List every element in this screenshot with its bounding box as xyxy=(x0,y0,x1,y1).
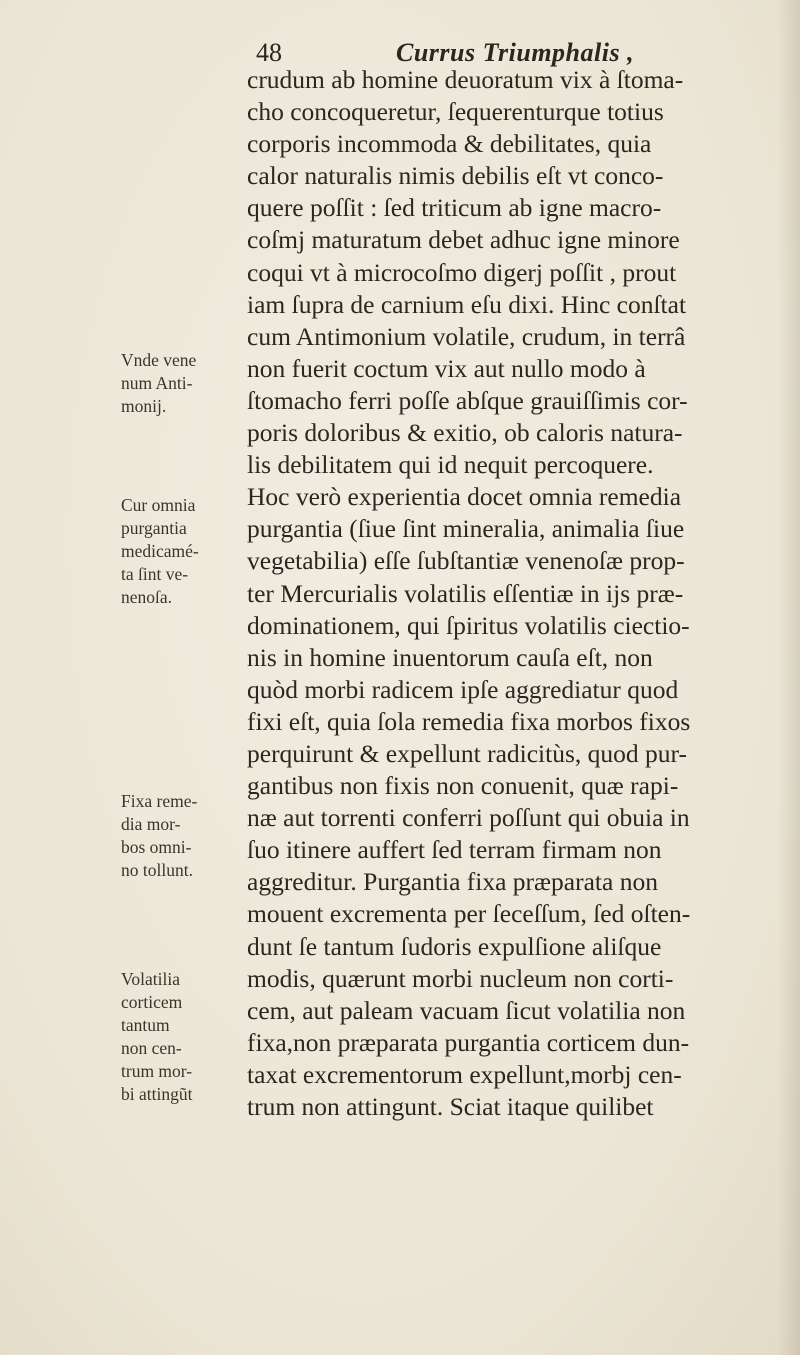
margin-note-line: Vnde vene xyxy=(121,350,197,370)
text-line: fixi eſt, quia ſola remedia fixa morbos fixos xyxy=(247,706,691,736)
margin-note-line: no tollunt. xyxy=(121,860,193,880)
text-line: cem, aut paleam vacuam ſicut volatilia non xyxy=(247,995,686,1025)
text-line: modis, quærunt morbi nucleum non corti- xyxy=(247,963,674,993)
text-line: taxat excrementorum expellunt,morbj cen- xyxy=(247,1059,682,1089)
margin-note-line: medicamé- xyxy=(121,541,199,561)
page-number: 48 xyxy=(256,38,282,67)
margin-note xyxy=(121,968,243,1106)
text-line: purgantia (ſiue ſint mineralia, animalia ſiue xyxy=(247,514,685,544)
text-line: trum non attingunt. Sciat itaque quilibet xyxy=(247,1092,654,1121)
margin-note-line: Cur omnia xyxy=(121,495,196,515)
text-line: quòd morbi radicem ipſe aggrediatur quod xyxy=(247,674,679,704)
text-line: mouent excrementa per ſeceſſum, ſed oſten- xyxy=(247,899,691,929)
text-line: dunt ſe tantum ſudoris expulſione aliſque xyxy=(247,931,662,961)
text-line: coſmj maturatum debet adhuc igne minore xyxy=(247,225,680,255)
text-line: quere poſſit : ſed triticum ab igne macro- xyxy=(247,193,662,223)
text-line: ſuo itinere auffert ſed terram firmam non xyxy=(247,835,662,865)
text-line: coqui vt à microcoſmo digerj poſſit , prout xyxy=(247,257,677,287)
text-line: aggreditur. Purgantia fixa præparata non xyxy=(247,867,658,897)
text-line: lis debilitatem qui id nequit percoquere. xyxy=(247,450,654,480)
text-line: corporis incommoda & debilitates, quia xyxy=(247,129,652,159)
margin-note-line: purgantia xyxy=(121,518,187,538)
margin-note-line: bos omni- xyxy=(121,837,192,857)
text-line: nis in homine inuentorum cauſa eſt, non xyxy=(247,642,653,672)
text-line: ter Mercurialis volatilis eſſentiæ in ijs præ- xyxy=(247,578,684,608)
margin-note-line: trum mor- xyxy=(121,1061,193,1081)
main-text-block xyxy=(247,64,787,1123)
text-line: vegetabilia) eſſe ſubſtantiæ venenoſæ prop- xyxy=(247,546,685,576)
margin-note xyxy=(121,790,243,882)
margin-note-line: ta ſint ve- xyxy=(121,564,189,584)
margin-note-line: nenoſa. xyxy=(121,587,173,607)
margin-note-line: dia mor- xyxy=(121,814,181,834)
text-line: næ aut torrenti conferri poſſunt qui obuia in xyxy=(247,803,690,833)
text-line: calor naturalis nimis debilis eſt vt conco- xyxy=(247,161,664,191)
margin-note-line: corticem xyxy=(121,992,183,1012)
margin-note xyxy=(121,349,243,418)
text-line: dominationem, qui ſpiritus volatilis ciectio- xyxy=(247,610,690,640)
margin-note-line: Fixa reme- xyxy=(121,791,198,811)
text-line: poris doloribus & exitio, ob caloris natura- xyxy=(247,418,683,448)
margin-note-line: tantum xyxy=(121,1015,170,1035)
text-line: cho concoqueretur, ſequerenturque totius xyxy=(247,97,664,127)
margin-note-line: monij. xyxy=(121,396,167,416)
text-line: crudum ab homine deuoratum vix à ſtoma- xyxy=(247,65,684,94)
running-title: Currus Triumphalis , xyxy=(396,38,635,67)
text-line: non fuerit coctum vix aut nullo modo à xyxy=(247,353,646,383)
text-line: fixa,non præparata purgantia corticem dun- xyxy=(247,1027,690,1057)
text-line: perquirunt & expellunt radicitùs, quod pur- xyxy=(247,738,687,768)
margin-note-line: bi attingũt xyxy=(121,1084,193,1104)
margin-note-line: num Anti- xyxy=(121,373,193,393)
margin-note-line: non cen- xyxy=(121,1038,182,1058)
text-line: gantibus non fixis non conuenit, quæ rapi- xyxy=(247,771,679,801)
text-line: ſtomacho ferri poſſe abſque grauiſſimis cor- xyxy=(247,385,688,415)
margin-note xyxy=(121,494,243,609)
margin-note-line: Volatilia xyxy=(121,969,180,989)
text-line: Hoc verò experientia docet omnia remedia xyxy=(247,482,682,512)
text-line: iam ſupra de carnium eſu dixi. Hinc conſtat xyxy=(247,289,687,319)
text-line: cum Antimonium volatile, crudum, in terrâ xyxy=(247,321,686,351)
